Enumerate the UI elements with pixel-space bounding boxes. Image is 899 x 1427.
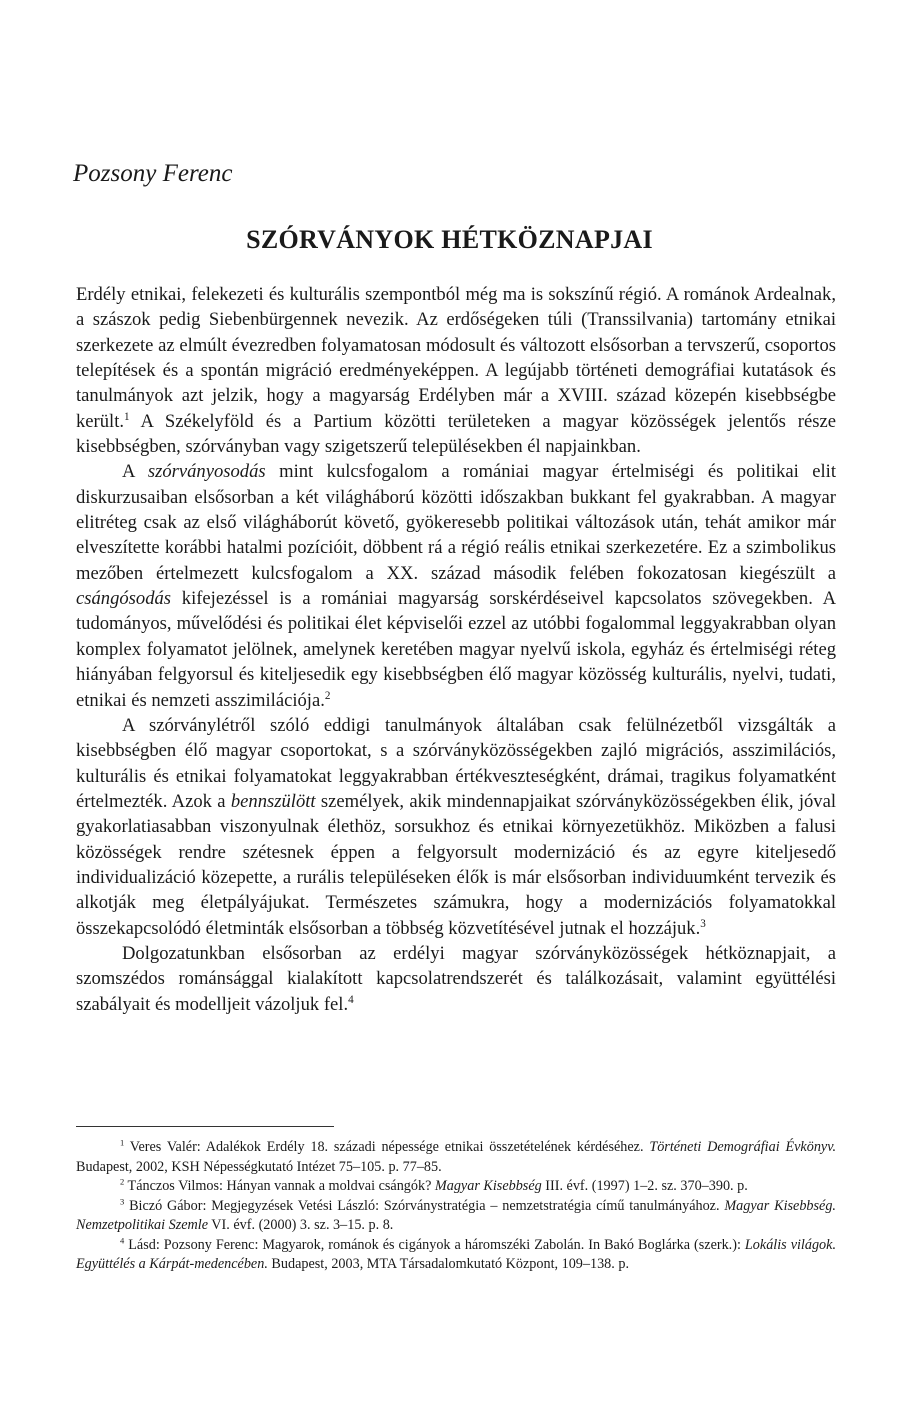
footnote-ref: 1 [120, 1137, 125, 1148]
text-run: Lásd: Pozsony Ferenc: Magyarok, románok és cigányok a háromszéki Zabolán. In Bakó Boglárka (szerk.): [124, 1236, 745, 1253]
text-run: A szórványlétről szóló eddigi tanulmányok általában csak felülnézetből vizsgálták a kisebbségben élő magyar csoportokat, s a szórványközösségekben zajló migrációs, asszimilációs, kulturális és etnikai folyamatokat leggyakrabban értékveszteségként, drámai, tragikus folyamatként értelmezték. Azok a [76, 714, 836, 812]
italic-text: Történeti Demográfiai Évkönyv. [649, 1139, 836, 1155]
footnote-separator [76, 1126, 334, 1127]
author-name: Pozsony Ferenc [73, 160, 233, 187]
footnote-ref: 3 [120, 1195, 125, 1206]
text-run: Budapest, 2003, MTA Társadalomkutató Központ, 109–138. p. [267, 1256, 630, 1272]
text-run: személyek, akik mindennapjaikat szórványközösségekben élik, jóval gyakorlatiasabban viszonyulnak élethöz, sorsukhoz és etnikai környezetükhöz. Miközben a falusi közösségek rendre szétesnek éppen a felgyorsult modernizáció és az egyre kiteljesedő individualizáció közepette, a rurális településeken élők is már elsősorban individuumként tervezik és alkotják meg életpályájukat. Természetes számukra, hogy a modernizációs folyamatokkal összekapcsolódó életminták elsősorban a többség közvetítésével jutnak el hozzájuk. [76, 790, 836, 939]
footnote-ref: 2 [120, 1176, 125, 1187]
italic-text: Magyar Kisebbség. Nemzetpolitikai Szemle [76, 1197, 836, 1233]
footnote [76, 1138, 836, 1177]
footnote-ref: 3 [700, 917, 706, 930]
text-run: Erdély etnikai, felekezeti és kulturális szempontból még ma is sokszínű régió. A románok Ardealnak, a szászok pedig Siebenbürgennek nevezik. Az erdőségeken túli (Transsilvania) tartomány etnikai szerkezete az elmúlt évezredben folyamatosan módosult és változott elsősorban a tervszerű, csoportos telepítések és a spontán migráció eredményeképpen. A legújabb történeti demográfiai kutatások és tanulmányok azt jelzik, hogy a magyarság Erdélyben már a XVIII. század közepén kisebbségbe került. [76, 284, 836, 432]
footnote-ref: 2 [324, 689, 331, 702]
body-paragraph [76, 713, 836, 941]
body-paragraph [76, 941, 836, 1017]
text-run: kifejezéssel is a romániai magyarság sorskérdéseivel kapcsolatos szövegekben. A tudományos, művelődési és politikai élet képviselői ezzel az utóbbi fogalommal leggyakrabban olyan komplex folyamatot jelölnek, amelynek keretében magyar nyelvű iskola, egyház és értelmiségi réteg hiányában felgyorsul és kiteljesedik egy kisebbségben élő magyar közösség kulturális, nyelvi, tudati, etnikai és nemzeti asszimilációja. [76, 588, 836, 711]
italic-text: szórványosodás [147, 461, 266, 483]
text-run: Biczó Gábor: Megjegyzések Vetési László: Szórványstratégia – nemzetstratégia című tanulmányához. [124, 1197, 725, 1214]
text-run: Budapest, 2002, KSH Népességkutató Intézet 75–105. p. 77–85. [76, 1158, 442, 1175]
italic-text: csángósodás [76, 588, 172, 610]
body-paragraph [76, 282, 836, 459]
footnotes [76, 1138, 836, 1275]
footnote-ref: 1 [124, 410, 130, 423]
text-run: III. évf. (1997) 1–2. sz. 370–390. p. [541, 1178, 748, 1194]
text-run: VI. évf. (2000) 3. sz. 3–15. p. 8. [208, 1217, 394, 1233]
text-run: Dolgozatunkban elsősorban az erdélyi magyar szórványközösségek hétköznapjait, a szomszédos románsággal kialakított kapcsolatrendszerét és találkozásait, valamint együttélési szabályait és modelljeit vázoljuk fel. [76, 942, 836, 1015]
footnote [76, 1177, 836, 1197]
italic-text: Lokális világok. Együttélés a Kárpát-medencében. [76, 1236, 836, 1272]
footnote-ref: 4 [120, 1234, 125, 1245]
text-run: A Székelyföld és a Partium közötti területeken a magyar közösségek jelentős része kisebbségben, szórványban vagy szigetszerű településekben él napjainkban. [76, 410, 836, 458]
text-run: mint kulcsfogalom a romániai magyar értelmiségi és politikai elit diskurzusaiban elsősorban a két világháború közötti időszakban bukkant fel gyakrabban. A magyar elitréteg csak az első világháborút követő, gyökeresebb politikai változások után, tehát amikor már elveszítette korábbi hatalmi pozícióit, döbbent rá a régió reális etnikai szerkezetére. Ez a szimbolikus mezőben értelmezett kulcsfogalom a XX. század második felében fokozatosan kiegészült a [76, 461, 836, 584]
text-run: Veres Valér: Adalékok Erdély 18. századi népessége etnikai összetételének kérdéséhez. [124, 1139, 650, 1155]
text-run: A [122, 461, 148, 483]
article-body [76, 282, 836, 1017]
footnote [76, 1197, 836, 1236]
text-run: Tánczos Vilmos: Hányan vannak a moldvai csángók? [124, 1178, 435, 1194]
body-paragraph [76, 459, 836, 712]
footnote [76, 1236, 836, 1275]
footnote-ref: 4 [348, 993, 354, 1006]
italic-text: Magyar Kisebbség [434, 1178, 542, 1194]
italic-text: bennszülött [230, 790, 316, 812]
article-title: SZÓRVÁNYOK HÉTKÖZNAPJAI [246, 225, 653, 254]
